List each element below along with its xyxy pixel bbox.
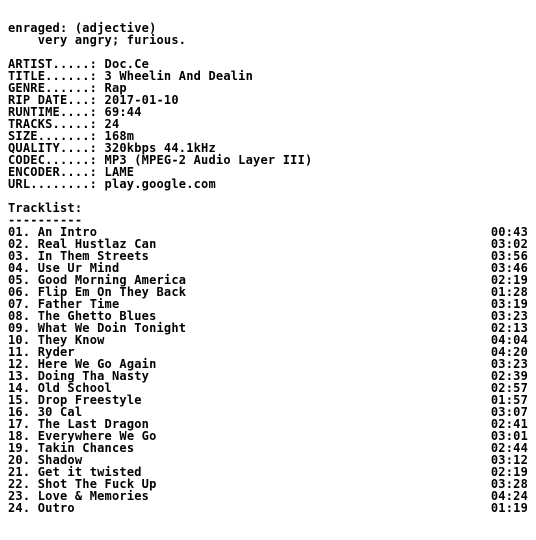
info-value: 24	[104, 117, 120, 131]
track-number: 19.	[8, 441, 31, 455]
info-key: ENCODER....	[8, 165, 90, 179]
info-value: 168m	[104, 129, 135, 143]
track-title: 30 Cal	[37, 405, 83, 419]
track-number: 13.	[8, 369, 31, 383]
track-duration: 03:01	[490, 429, 528, 443]
track-number: 18.	[8, 429, 31, 443]
info-line: RUNTIME....: 69:44	[8, 105, 142, 119]
info-key: GENRE......	[8, 81, 90, 95]
track-row	[8, 442, 528, 454]
track-title: Shot The Fuck Up	[37, 477, 157, 491]
track-number: 23.	[8, 489, 31, 503]
track-number: 21.	[8, 465, 31, 479]
track-duration: 02:13	[490, 321, 528, 335]
info-key: CODEC......	[8, 153, 90, 167]
track-number: 22.	[8, 477, 31, 491]
track-title: Father Time	[37, 297, 120, 311]
info-line: ENCODER....: LAME	[8, 165, 135, 179]
track-duration: 01:19	[490, 501, 528, 515]
info-line: SIZE.......: 168m	[8, 129, 135, 143]
track-title: Shadow	[37, 453, 83, 467]
track-duration: 04:04	[490, 333, 528, 347]
track-duration: 03:56	[490, 249, 528, 263]
track-title: An Intro	[37, 225, 98, 239]
info-key: SIZE.......	[8, 129, 90, 143]
track-title: Flip Em On They Back	[37, 285, 187, 299]
track-row	[8, 334, 528, 346]
track-title: Doing Tha Nasty	[37, 369, 150, 383]
track-number: 10.	[8, 333, 31, 347]
track-duration: 03:28	[490, 477, 528, 491]
track-title: Ryder	[37, 345, 75, 359]
track-title: Takin Chances	[37, 441, 135, 455]
track-duration: 01:28	[490, 285, 528, 299]
track-number: 11.	[8, 345, 31, 359]
info-line: QUALITY....: 320kbps 44.1kHz	[8, 141, 216, 155]
track-number: 09.	[8, 321, 31, 335]
track-number: 16.	[8, 405, 31, 419]
track-number: 03.	[8, 249, 31, 263]
info-line: CODEC......: MP3 (MPEG-2 Audio Layer III)	[8, 153, 313, 167]
track-duration: 03:02	[490, 237, 528, 251]
info-line: TRACKS.....: 24	[8, 117, 120, 131]
track-number: 05.	[8, 273, 31, 287]
info-value: 2017-01-10	[104, 93, 179, 107]
track-title: Everywhere We Go	[37, 429, 157, 443]
info-value: MP3 (MPEG-2 Audio Layer III)	[104, 153, 313, 167]
info-value: Doc.Ce	[104, 57, 150, 71]
track-number: 02.	[8, 237, 31, 251]
track-title: Good Morning America	[37, 273, 187, 287]
track-number: 24.	[8, 501, 31, 515]
track-number: 12.	[8, 357, 31, 371]
info-key: TITLE......	[8, 69, 90, 83]
info-value: LAME	[104, 165, 135, 179]
track-title: In Them Streets	[37, 249, 150, 263]
track-number: 08.	[8, 309, 31, 323]
track-duration: 03:46	[490, 261, 528, 275]
track-number: 20.	[8, 453, 31, 467]
info-key: RUNTIME....	[8, 105, 90, 119]
track-title: Drop Freestyle	[37, 393, 142, 407]
track-row	[8, 502, 528, 514]
track-row	[8, 394, 528, 406]
track-title: What We Doin Tonight	[37, 321, 187, 335]
definition-line-2: very angry; furious.	[8, 33, 187, 47]
track-title: Outro	[37, 501, 75, 515]
track-duration: 03:23	[490, 357, 528, 371]
info-line: URL........: play.google.com	[8, 177, 216, 191]
info-key: QUALITY....	[8, 141, 90, 155]
info-line: ARTIST.....: Doc.Ce	[8, 57, 150, 71]
track-number: 14.	[8, 381, 31, 395]
track-duration: 01:57	[490, 393, 528, 407]
info-line: RIP DATE...: 2017-01-10	[8, 93, 179, 107]
tracklist-rule: ----------	[8, 213, 83, 227]
info-value: Rap	[104, 81, 127, 95]
track-left	[8, 502, 75, 514]
info-value: 3 Wheelin And Dealin	[104, 69, 254, 83]
track-title: The Ghetto Blues	[37, 309, 157, 323]
info-key: URL........	[8, 177, 90, 191]
track-title: Love & Memories	[37, 489, 150, 503]
definition-line-1: enraged: (adjective)	[8, 21, 157, 35]
nfo-document	[8, 22, 528, 514]
info-key: TRACKS.....	[8, 117, 90, 131]
tracklist-heading: Tracklist:	[8, 201, 83, 215]
track-title: The Last Dragon	[37, 417, 150, 431]
track-duration: 03:07	[490, 405, 528, 419]
track-title: Get it twisted	[37, 465, 142, 479]
track-duration: 03:23	[490, 309, 528, 323]
track-duration: 00:43	[490, 225, 528, 239]
spacer	[8, 190, 528, 202]
track-title: Old School	[37, 381, 112, 395]
track-duration: 02:19	[490, 465, 528, 479]
track-duration: 03:19	[490, 297, 528, 311]
track-duration: 02:39	[490, 369, 528, 383]
info-line: GENRE......: Rap	[8, 81, 127, 95]
track-number: 01.	[8, 225, 31, 239]
track-duration: 02:57	[490, 381, 528, 395]
info-value: 320kbps 44.1kHz	[104, 141, 216, 155]
track-title: Real Hustlaz Can	[37, 237, 157, 251]
track-title: Use Ur Mind	[37, 261, 120, 275]
track-number: 17.	[8, 417, 31, 431]
info-value: play.google.com	[104, 177, 216, 191]
track-number: 06.	[8, 285, 31, 299]
tracklist	[8, 226, 528, 514]
release-info-block	[8, 58, 528, 190]
track-duration: 02:19	[490, 273, 528, 287]
track-number: 07.	[8, 297, 31, 311]
track-duration: 02:44	[490, 441, 528, 455]
info-key: RIP DATE...	[8, 93, 90, 107]
info-line: TITLE......: 3 Wheelin And Dealin	[8, 69, 254, 83]
track-duration: 04:24	[490, 489, 528, 503]
track-title: Here We Go Again	[37, 357, 157, 371]
track-duration: 04:20	[490, 345, 528, 359]
info-key: ARTIST.....	[8, 57, 90, 71]
track-duration: 03:12	[490, 453, 528, 467]
track-duration: 02:41	[490, 417, 528, 431]
track-row	[8, 490, 528, 502]
info-value: 69:44	[104, 105, 142, 119]
track-number: 15.	[8, 393, 31, 407]
track-title: They Know	[37, 333, 105, 347]
track-number: 04.	[8, 261, 31, 275]
